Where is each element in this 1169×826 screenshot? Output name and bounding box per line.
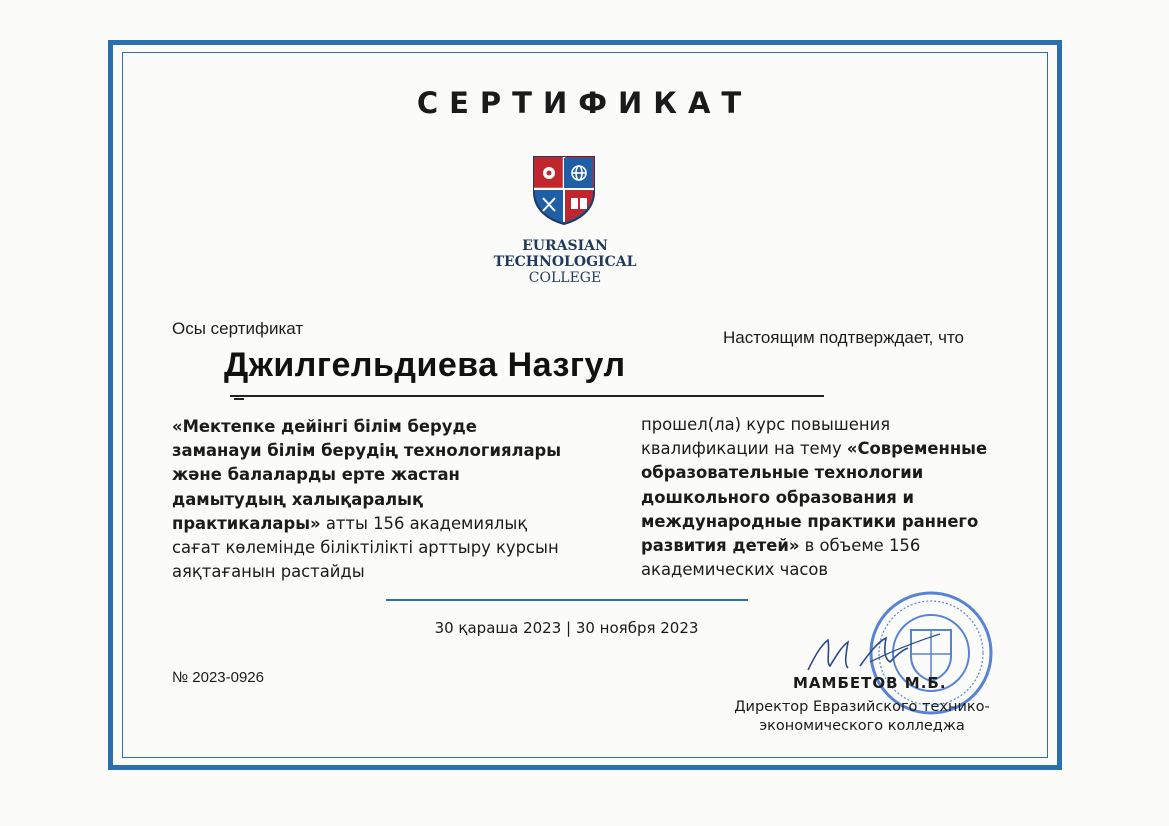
logo-line-1: EURASIAN (522, 238, 608, 254)
signer-position: Директор Евразийского технико-экономического колледжа (734, 699, 990, 734)
director-signature (800, 622, 950, 682)
signer-name: МАМБЕТОВ М.Б. (793, 674, 947, 692)
russian-course-details: в объеме 156 академических часов (641, 536, 921, 580)
certificate-title: СЕРТИФИКАТ (416, 86, 753, 120)
date-divider (386, 599, 748, 601)
name-underline (230, 395, 824, 397)
logo-line-3: COLLEGE (528, 270, 602, 286)
issue-date: 30 қараша 2023 | 30 ноября 2023 (434, 619, 699, 637)
college-logo-shield (531, 154, 597, 226)
certificate-number: № 2023-0926 (172, 669, 264, 686)
kazakh-course-text (172, 415, 572, 584)
logo-line-2: TECHNOLOGICAL (493, 254, 637, 270)
lead-text-kazakh: Осы сертификат (172, 319, 304, 338)
lead-text-russian: Настоящим подтверждает, что (723, 328, 965, 347)
russian-course-intro: прошел(ла) курс повышения квалификации на тему (641, 415, 891, 459)
russian-course-title: «Современные образовательные технологии дошкольного образования и международные практики раннего развития детей» (641, 439, 988, 556)
gear-icon (543, 167, 555, 179)
recipient-name: Джилгельдиева Назгул (224, 346, 626, 384)
name-dash (234, 398, 244, 400)
kazakh-course-details: атты 156 академиялық сағат көлемінде біліктілікті арттыру курсын аяқтағанын растайды (172, 513, 559, 582)
kazakh-course-title: «Мектепке дейінгі білім беруде заманауи білім берудің технологиялары және балаларды ерте жастан дамытудың халықаралық практикалары» (172, 417, 562, 533)
russian-course-text (641, 413, 1011, 582)
college-logo-text (460, 238, 670, 286)
